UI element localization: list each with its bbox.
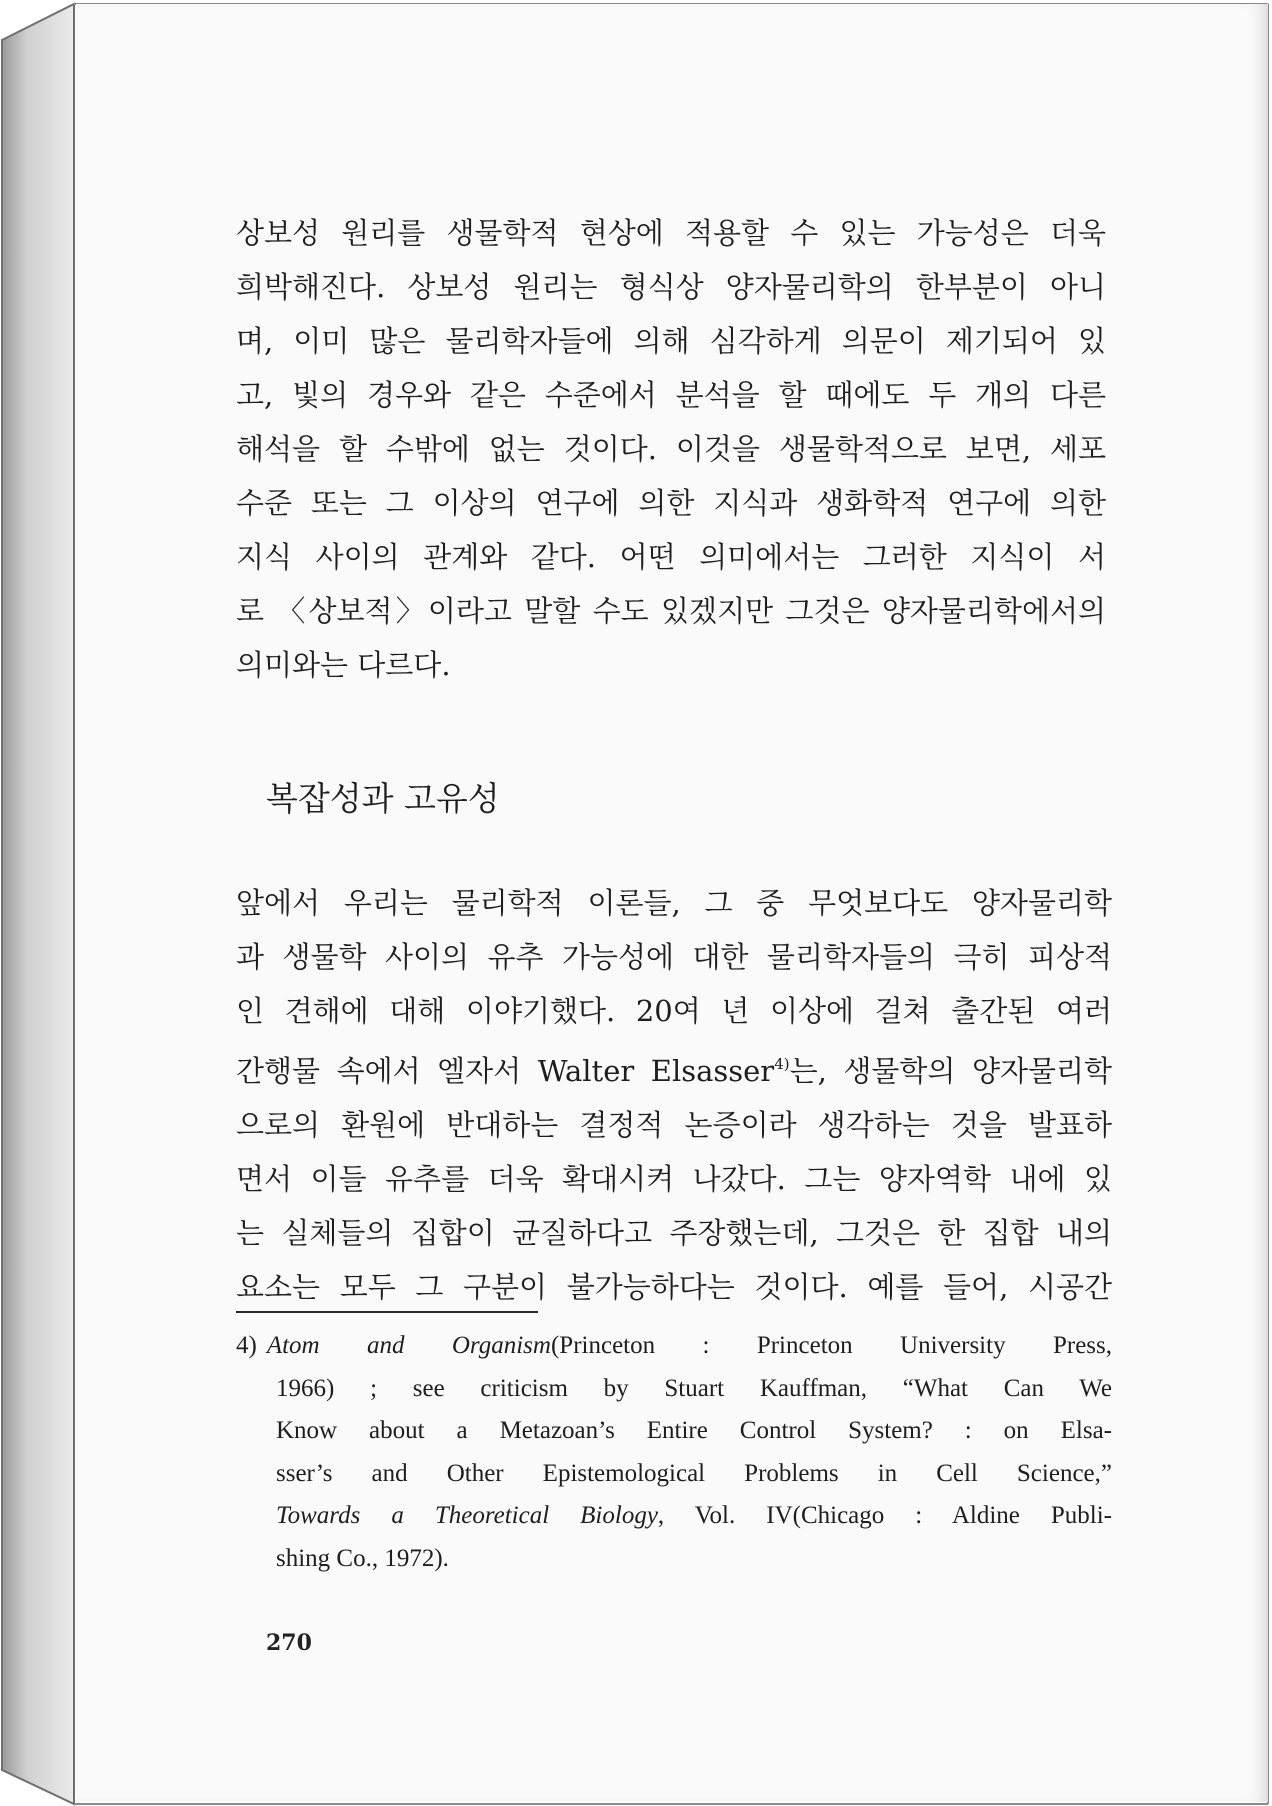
- book-title: Atom and Organism: [266, 1332, 551, 1359]
- text-line: 앞에서 우리는 물리학적 이론들, 그 중 무엇보다도 양자물리학: [236, 886, 1112, 920]
- text-line: 로 〈상보적〉이라고 말할 수도 있겠지만 그것은 양자물리학에서의: [236, 594, 1106, 628]
- footnote-number: 4): [236, 1332, 257, 1359]
- text-line: 과 생물학 사이의 유추 가능성에 대한 물리학자들의 극히 피상적: [236, 939, 1112, 974]
- paragraph-complementarity: [236, 206, 1106, 692]
- section-heading: 복잡성과 고유성: [266, 779, 500, 818]
- text-line: 인 견해에 대해 이야기했다. 20여 년 이상에 걸쳐 출간된 여러: [236, 993, 1112, 1028]
- text-line: 해석을 할 수밖에 없는 것이다. 이것을 생물학적으로 보면, 세포: [236, 432, 1106, 466]
- text-line: 면서 이들 유추를 더욱 확대시켜 나갔다. 그는 양자역학 내에 있: [236, 1161, 1112, 1196]
- footnote-line: 1966) ; see criticism by Stuart Kauffman, “What Can We: [276, 1374, 1112, 1402]
- page-number: 270: [266, 1630, 312, 1656]
- footnote: [236, 1325, 1113, 1580]
- footnote-line: Know about a Metazoan’s Entire Control System? : on Elsa-: [276, 1417, 1112, 1444]
- text-line: 희박해진다. 상보성 원리는 형식상 양자물리학의 한부분이 아니: [236, 270, 1106, 304]
- paragraph-complexity: [236, 877, 1112, 1314]
- footnote-line: sser’s and Other Epistemological Problems in Cell Science,”: [276, 1459, 1112, 1487]
- footnote-divider: [236, 1311, 538, 1313]
- text-line: 요소는 모두 그 구분이 불가능하다는 것이다. 예를 들어, 시공간: [236, 1269, 1112, 1304]
- text-segment: , Vol. IV(Chicago : Aldine Publi-: [657, 1502, 1113, 1529]
- footnote-line: [236, 1325, 1112, 1368]
- text-segment: 간행물 속에서 엘자서 Walter Elsasser: [236, 1054, 775, 1089]
- book-title: Towards a Theoretical Biology: [276, 1502, 658, 1529]
- text-segment: 는, 생물학의 양자물리학: [789, 1054, 1113, 1089]
- text-line: 는 실체들의 집합이 균질하다고 주장했는데, 그것은 한 집합 내의: [236, 1215, 1112, 1250]
- footnote-reference: 4): [774, 1055, 790, 1074]
- text-line: 고, 빛의 경우와 같은 수준에서 분석을 할 때에도 두 개의 다른: [236, 378, 1106, 412]
- text-line: 수준 또는 그 이상의 연구에 의한 지식과 생화학적 연구에 의한: [236, 486, 1106, 520]
- footnote-line: shing Co., 1972).: [276, 1544, 449, 1572]
- text-line: 며, 이미 많은 물리학자들에 의해 심각하게 의문이 제기되어 있: [236, 324, 1106, 358]
- text-line-with-footnote-ref: [236, 1038, 1112, 1099]
- text-line: 으로의 환원에 반대하는 결정적 논증이라 생각하는 것을 발표하: [236, 1108, 1112, 1143]
- text-line: 지식 사이의 관계와 같다. 어떤 의미에서는 그러한 지식이 서: [236, 540, 1106, 574]
- text-line: 상보성 원리를 생물학적 현상에 적용할 수 있는 가능성은 더욱: [236, 216, 1106, 250]
- text-segment: (Princeton : Princeton University Press,: [550, 1332, 1112, 1359]
- text-line: 의미와는 다르다.: [236, 648, 451, 682]
- footnote-line: [276, 1495, 1112, 1538]
